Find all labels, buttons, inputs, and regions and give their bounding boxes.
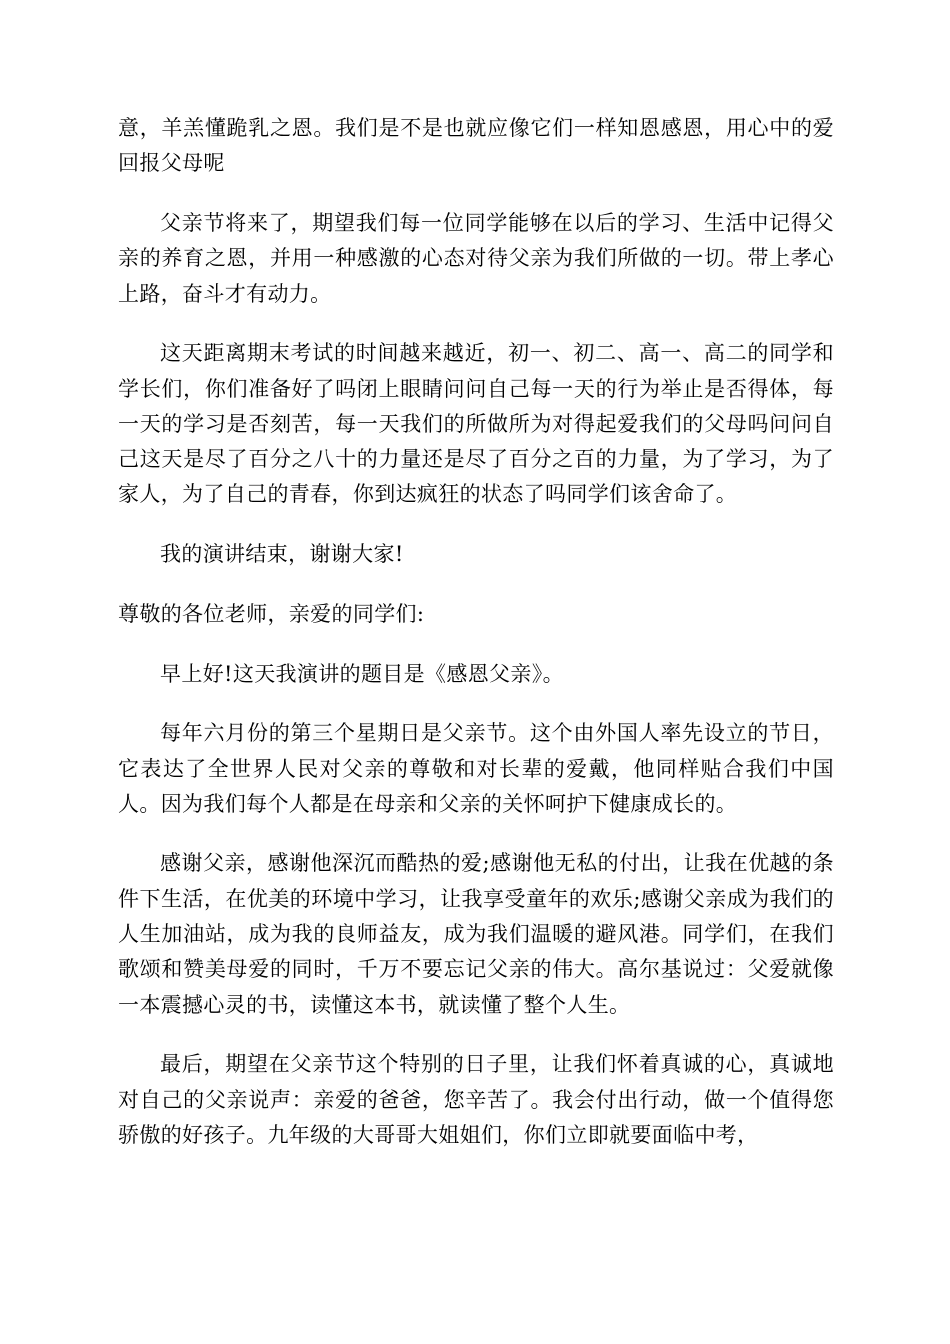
paragraph-closing: 最后，期望在父亲节这个特别的日子里，让我们怀着真诚的心，真诚地对自己的父亲说声：亲爱的爸爸，您辛苦了。我会付出行动，做一个值得您骄傲的好孩子。九年级的大哥哥大姐姐们，你们立即就要面临中考，	[118, 1052, 834, 1147]
paragraph-continuation: 意，羊羔懂跪乳之恩。我们是不是也就应像它们一样知恩感恩，用心中的爱回报父母呢	[118, 116, 834, 176]
paragraph-fathers-day-origin: 每年六月份的第三个星期日是父亲节。这个由外国人率先设立的节日，它表达了全世界人民对父亲的尊敬和对长辈的爱戴，他同样贴合我们中国人。因为我们每个人都是在母亲和父亲的关怀呵护下健康成长的。	[118, 721, 834, 816]
document-body	[118, 111, 834, 1153]
paragraph-greeting-title: 早上好!这天我演讲的题目是《感恩父亲》。	[160, 661, 564, 686]
paragraph-speech-end: 我的演讲结束，谢谢大家!	[160, 542, 404, 567]
paragraph-salutation: 尊敬的各位老师，亲爱的同学们:	[118, 601, 425, 626]
paragraph-thank-father: 感谢父亲，感谢他深沉而酷热的爱;感谢他无私的付出，让我在优越的条件下生活，在优美的环境中学习，让我享受童年的欢乐;感谢父亲成为我们的人生加油站，成为我的良师益友，成为我们温暖的避风港。同学们，在我们歌颂和赞美母爱的同时，千万不要忘记父亲的伟大。高尔基说过：父爱就像一本震撼心灵的书，读懂这本书，就读懂了整个人生。	[118, 851, 834, 1017]
paragraph-exam-reminder: 这天距离期末考试的时间越来越近，初一、初二、高一、高二的同学和学长们，你们准备好了吗闭上眼睛问问自己每一天的行为举止是否得体，每一天的学习是否刻苦，每一天我们的所做所为对得起爱我们的父母吗问问自己这天是尽了百分之八十的力量还是尽了百分之百的力量，为了学习，为了家人，为了自己的青春，你到达疯狂的状态了吗同学们该舍命了。	[118, 341, 834, 507]
paragraph-fathers-day-hope: 父亲节将来了，期望我们每一位同学能够在以后的学习、生活中记得父亲的养育之恩，并用一种感激的心态对待父亲为我们所做的一切。带上孝心上路，奋斗才有动力。	[118, 210, 834, 306]
